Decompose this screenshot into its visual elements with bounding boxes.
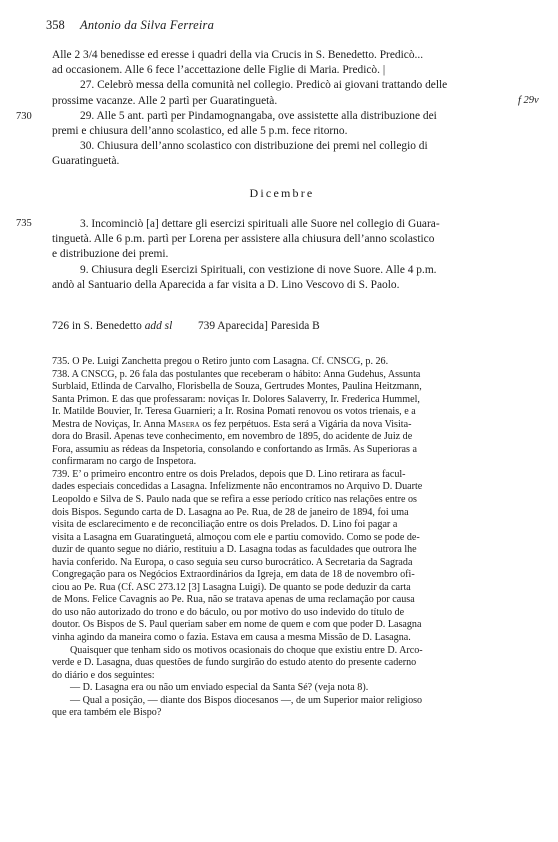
text-line: Fora, assumiu as rédeas da Inspetoria, consolando e confortando as Irmãs. As Superioras a [52,443,417,455]
text-line: 30. Chiusura dell’anno scolastico con distribuzione dei premi nel collegio di [80,140,428,153]
text-line: — D. Lasagna era ou não um enviado especial da Santa Sé? (veja nota 8). [70,682,369,694]
folio-marker: f 29v [518,95,539,106]
text-line [52,419,518,432]
text-line: dois Bispos. Segundo carta de D. Lasagna ao Pe. Rua, de 28 de janeiro de 1894, foi uma [52,506,409,518]
apparatus-line-ref: 739 [197,320,216,332]
text-line: do diário e dos seguintes: [52,669,155,681]
text-line: Leopoldo e Silva de S. Paulo nada que se refira a esse período crítico nas relações entre os [52,494,417,506]
apparatus-variant: add sl [144,320,173,332]
text-line: duzir de quanto segue no diário, restituiu a D. Lasagna todas as faculdades que outrora lhe [52,544,417,556]
apparatus-lemma: in S. Benedetto [71,320,142,332]
entry-30 [52,139,512,169]
text-line: 29. Alle 5 ant. partì per Pindamognangaba, ove assistette alla distribuzione dei [80,109,437,122]
note-738 [52,369,518,469]
text-fragment: os fez perpétuos. Esta será a Vigária da nova Visita- [199,418,412,430]
text-line: 27. Celebrò messa della comunità nel collegio. Predicò ai giovani trattando delle [80,79,448,92]
text-line: visita a Lasagna em Guaratinguetá, almoçou com ele e partiu comovido. Como se pode de- [52,531,420,543]
text-line: 738. A CNSCG, p. 26 fala das postulantes que receberam o hábito: Anna Gudehus, Assunta [52,368,421,380]
text-line: havia conferido. Na Europa, o caso seguia seu curso burocrático. A Secretaria da Sagrada [52,556,413,568]
text-line: 739. E’ o primeiro encontro entre os dois Prelados, depois que D. Lino retirara as facul- [52,468,406,480]
text-line: Surblaid, Etlinda de Carvalho, Florisbella de Souza, Gertrudes Montes, Paulina Heitzmann, [52,381,422,393]
line-number-730: 730 [16,111,32,122]
text-fragment: Mestra de Noviças, Ir. Anna [52,418,168,430]
text-line: tinguetà. Alle 6 p.m. partì per Lorena per assistere alla chiusura dell’anno scolastico [52,233,435,246]
entry-3 [52,217,512,263]
text-line: Santa Primon. E das que professaram: noviças Ir. Dolores Salaverry, Ir. Frederica Hummel, [52,393,420,405]
text-line: confirmaram no cargo de Inspetora. [52,456,197,468]
text-line: — Qual a posição, — diante dos Bispos diocesanos —, de um Superior maior religioso [70,694,423,706]
small-caps-name: Masera [167,418,200,430]
text-line: verde e D. Lasagna, duas questões de fundo surgirão do estudo atento do presente caderno [52,657,417,669]
text-line: 735. O Pe. Luigi Zanchetta pregou o Retiro junto com Lasagna. Cf. CNSCG, p. 26. [52,356,389,367]
month-heading: Dicembre [249,186,315,200]
footnotes [52,356,518,720]
text-line: e distribuzione dei premi. [52,248,169,261]
diary-text-december [52,217,512,293]
page-header [46,18,528,36]
text-line: andò al Santuario della Aparecida a far visita a D. Lino Vescovo di S. Paolo. [52,278,400,291]
text-line: premi e chiusura dell’anno scolastico, ed alle 5 p.m. fece ritorno. [52,125,348,138]
text-line: Quaisquer que tenham sido os motivos ocasionais do choque que existiu entre D. Arco- [70,644,423,656]
entry-29 [52,109,512,139]
note-735 [52,356,518,369]
text-line: dades especiais concedidas a Lasagna. Infelizmente não encontramos no Arquivo D. Duarte [52,481,423,493]
text-line: visita de esclarecimento e de reconciliação entre os dois Prelados. D. Lino foi pagar a [52,519,398,531]
text-line: Guaratinguetà. [52,155,120,168]
text-line: Alle 2 3/4 benedisse ed eresse i quadri della via Crucis in S. Benedetto. Predicò... [52,49,424,61]
entry-9 [52,263,512,293]
text-line: 9. Chiusura degli Esercizi Spirituali, con vestizione di nove Suore. Alle 4 p.m. [80,263,437,276]
text-line: 3. Incominciò [a] dettare gli esercizi spirituali alle Suore nel collegio di Guara- [80,218,440,230]
text-line: Congregação para os Negócios Extraordinários da Igreja, em data de 18 de novembro ofi- [52,569,415,581]
apparatus-variant: Paresida B [270,320,320,332]
running-title: Antonio da Silva Ferreira [80,18,215,32]
page-number: 358 [46,18,65,32]
text-line: vinha agindo da maneira como o fazia. Estava em causa a mesma Missão de D. Lasagna. [52,632,411,644]
line-number-735: 735 [16,218,32,229]
apparatus-line-ref: 726 [52,320,70,332]
entry-continuation [52,48,512,78]
critical-apparatus [52,320,522,332]
apparatus-lemma: Aparecida] [217,320,268,332]
note-739 [52,469,518,720]
text-line: que era também ele Bispo? [52,707,162,719]
text-line: do uso não autorizado do trono e do báculo, ou por motivo do uso indevido do título de [52,606,405,618]
diary-text-november [52,48,512,170]
entry-27 [52,78,512,108]
text-line: Ir. Matilde Bouvier, Ir. Teresa Guarnieri; a Ir. Rosina Pomati renovou os votos trienais, e a [52,406,416,418]
text-line: ciou ao Pe. Rua (Cf. ASC 273.12 [3] Lasagna Luigi). De quanto se pode deduzir da carta [52,581,411,593]
text-line: ad occasionem. Alle 6 fece l’accettazione delle Figlie di Maria. Predicò. | [52,64,386,77]
text-line: doutor. Os Bispos de S. Paul queriam saber em nome de quem e com que poder D. Lasagna [52,619,422,631]
text-line: dora do Brasil. Apenas teve conhecimento, em novembro de 1895, do acidente de Juiz de [52,431,413,443]
text-line: prossime vacanze. Alle 2 partì per Guaratinguetà. [52,94,278,107]
text-line: de Mons. Felice Cavagnis ao Pe. Rua, não se tratava apenas de uma reclamação por causa [52,594,415,606]
